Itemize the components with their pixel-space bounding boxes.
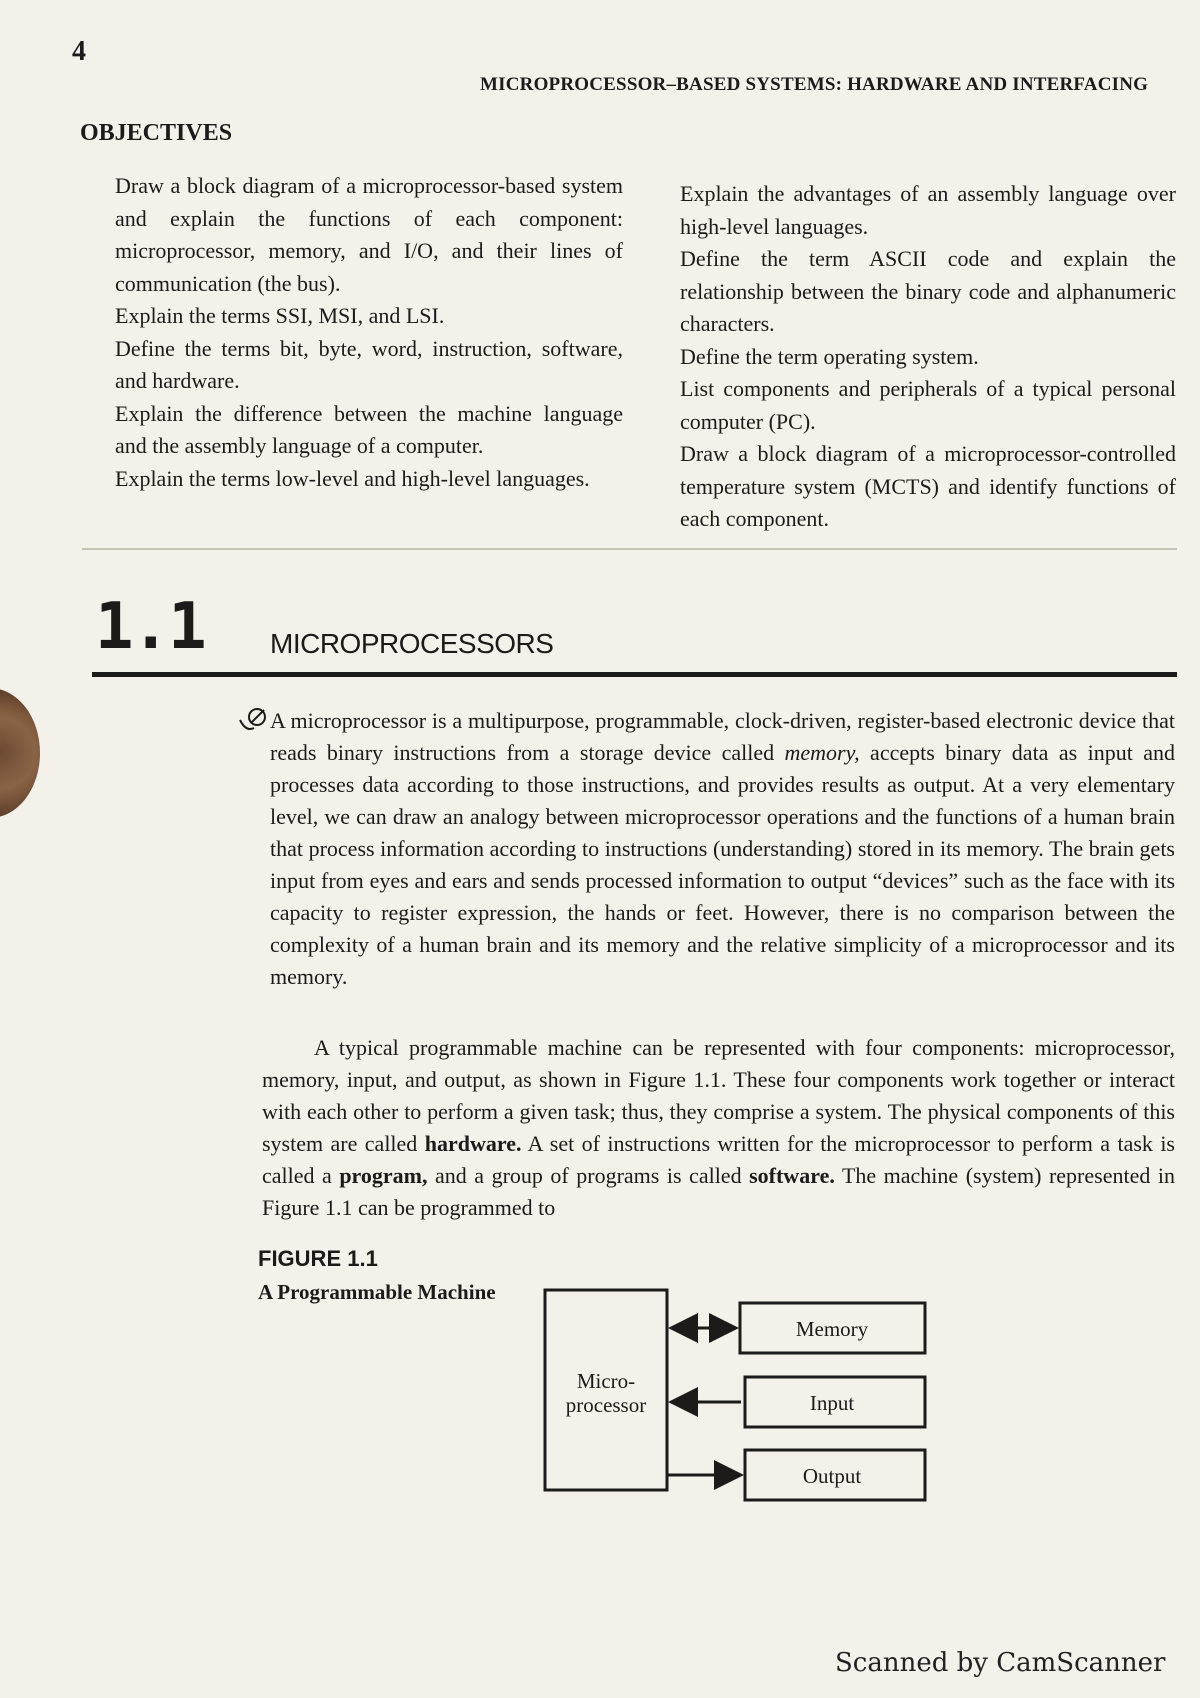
- figure-label: FIGURE 1.1: [258, 1246, 378, 1271]
- microprocessor-label-line2: processor: [565, 1393, 647, 1417]
- page-number: 4: [72, 36, 86, 67]
- objective-item: Explain the difference between the machine language and the assembly language of a computer.: [115, 400, 623, 458]
- objective-item: Define the terms bit, byte, word, instruction, software, and hardware.: [115, 335, 623, 393]
- objective-item: Draw a block diagram of a microprocessor-controlled temperature system (MCTS) and identify functions of each component.: [680, 441, 1176, 531]
- running-head: MICROPROCESSOR–BASED SYSTEMS: HARDWARE AND INTERFACING: [480, 74, 1149, 95]
- output-label: Output: [802, 1464, 862, 1488]
- objectives-left-column: [115, 170, 623, 495]
- scanner-watermark: Scanned by CamScanner: [835, 1648, 1166, 1678]
- handwritten-mark-icon: [238, 706, 270, 734]
- paragraph-programmable-machine: A typical programmable machine can be represented with four components: microprocessor, memory, input, and output, as shown in Figure 1.1. These four components work together or interact with each other to perform a given task; thus, they comprise a system. The physical components of this system are called hardware. A set of instructions written for the microprocessor to perform a task is called a program, and a group of programs is called software. The machine (system) represented in Figure 1.1 can be programmed to: [262, 1035, 1175, 1220]
- objective-item: Explain the terms SSI, MSI, and LSI.: [115, 303, 445, 328]
- objective-item: Define the term operating system.: [680, 343, 979, 369]
- objective-item: List components and peripherals of a typical personal computer (PC).: [680, 376, 1176, 434]
- paragraph-microprocessor-definition: A microprocessor is a multipurpose, programmable, clock-driven, register-based electronic device that reads binary instructions from a storage device called memory, accepts binary data as input and processes data according to those instructions, and provides results as output. At a very elementary level, we can draw an analogy between microprocessor operations and the functions of a human brain that process information according to instructions (understanding) stored in its memory. The brain gets input from eyes and ears and sends processed information to output “devices” such as the face with its capacity to register expression, the hands or feet. However, there is no comparison between the complexity of a human brain and its memory and the relative simplicity of a microprocessor and its memory.: [270, 708, 1175, 989]
- objectives-right-column: [680, 178, 1176, 536]
- objective-item: Draw a block diagram of a microprocessor-based system and explain the functions of each component: microprocessor, memory, and I/O, and their lines of communication (the bus).: [115, 173, 623, 296]
- input-label: Input: [809, 1391, 855, 1415]
- microprocessor-label-line1: Micro-: [576, 1369, 636, 1393]
- objective-item: Explain the advantages of an assembly language over high-level languages.: [680, 181, 1176, 239]
- objectives-divider: [82, 548, 1177, 550]
- figure-caption: A Programmable Machine: [258, 1280, 496, 1304]
- section-number: 1.1: [95, 590, 205, 664]
- objective-item: Explain the terms low-level and high-level languages.: [115, 465, 590, 491]
- objectives-heading: OBJECTIVES: [80, 120, 233, 146]
- memory-label: Memory: [795, 1317, 869, 1341]
- programmable-machine-diagram: [540, 1280, 940, 1510]
- scanner-thumb-shadow: [0, 688, 40, 818]
- section-rule: [92, 672, 1177, 677]
- objective-item: Define the term ASCII code and explain the relationship between the binary code and alphanumeric characters.: [680, 246, 1176, 336]
- section-title: MICROPROCESSORS: [270, 628, 554, 659]
